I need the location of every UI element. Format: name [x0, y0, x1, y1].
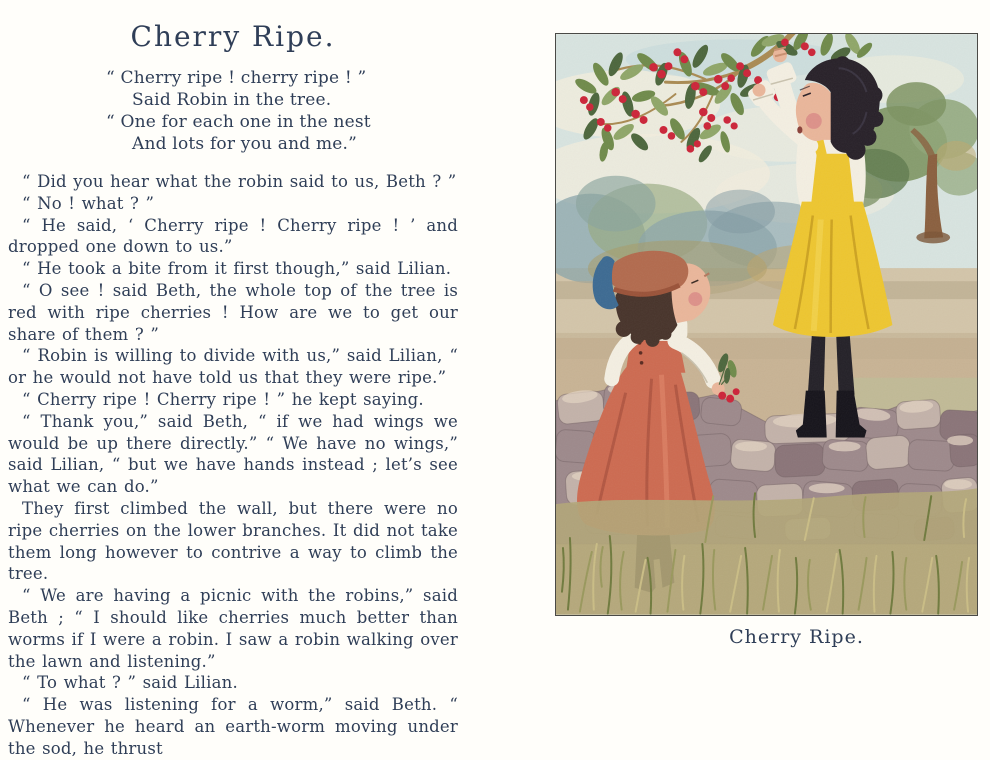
paragraph: “ Robin is willing to divide with us,” said Lilian, “ or he would not have told us that they were ripe.” [8, 346, 458, 388]
story-text [8, 171, 458, 760]
paragraph: “ He said, ‘ Cherry ripe ! Cherry ripe ! ’ and dropped one down to us.” [8, 215, 458, 257]
paragraph: “ To what ? ” said Lilian. [22, 673, 238, 693]
print-texture [556, 34, 977, 614]
paragraph: “ Cherry ripe ! Cherry ripe ! ” he kept saying. [22, 389, 424, 409]
illustration-plate [555, 33, 978, 616]
cherry-picking-illustration [556, 34, 977, 615]
paragraph: “ We are having a picnic with the robins,” said Beth ; “ I should like cherries much better than worms if I were a robin. I saw a robin walking over the lawn and listening.” [8, 586, 458, 671]
poem-line: “ Cherry ripe ! cherry ripe ! ” [106, 68, 367, 88]
right-page [555, 33, 978, 648]
paragraph: “ No ! what ? ” [22, 193, 155, 213]
poem [106, 67, 458, 155]
left-page [8, 20, 458, 760]
paragraph: “ He took a bite from it first though,” said Lilian. [22, 259, 452, 279]
paragraph: “ He was listening for a worm,” said Beth. “ Whenever he heard an earth-worm moving under the sod, he thrust [8, 695, 458, 758]
paragraph: “ Thank you,” said Beth, “ if we had wings we would be up there directly.” “ We have no wings,” said Lilian, “ but we have hands instead ; let’s see what we can do.” [8, 411, 458, 497]
poem-line: And lots for you and me.” [132, 134, 358, 154]
paragraph: “ O see ! said Beth, the whole top of the tree is red with ripe cherries ! How are we to get our share of them ? ” [8, 280, 458, 344]
paragraph: “ Did you hear what the robin said to us, Beth ? ” [22, 172, 457, 191]
poem-line: “ One for each one in the nest [106, 112, 371, 132]
poem-line: Said Robin in the tree. [132, 90, 332, 110]
plate-caption: Cherry Ripe. [729, 626, 864, 648]
paragraph: They first climbed the wall, but there were no ripe cherries on the lower branches. It did not take them long however to contrive a way to climb the tree. [8, 498, 458, 584]
page-title: Cherry Ripe. [130, 20, 336, 53]
